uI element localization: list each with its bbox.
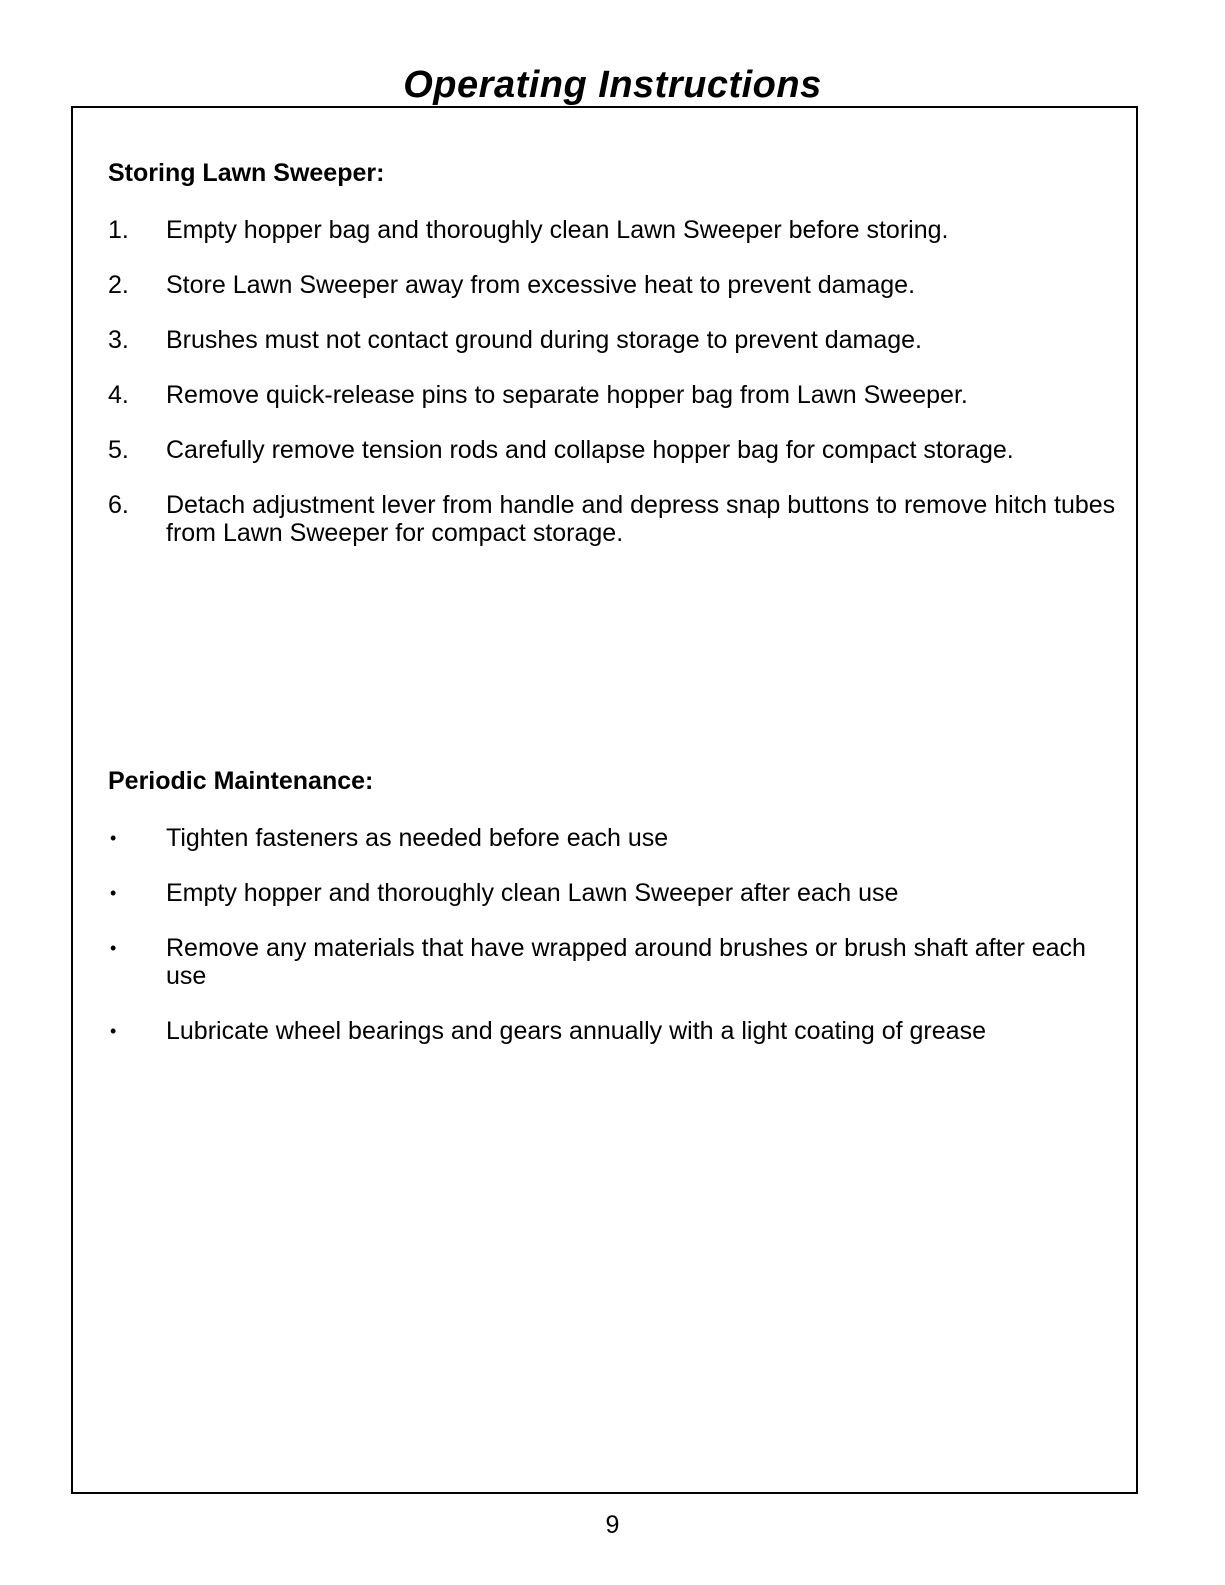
step-text: Remove quick-release pins to separate hopper bag from Lawn Sweeper. — [166, 381, 968, 409]
page-number: 9 — [605, 1511, 620, 1539]
step-text: Carefully remove tension rods and collapse hopper bag for compact storage. — [166, 436, 1014, 464]
step-number: 4. — [108, 381, 129, 409]
bullet-text: Remove any materials that have wrapped around brushes or brush shaft after each use — [166, 934, 1086, 990]
bullet-text: Lubricate wheel bearings and gears annually with a light coating of grease — [166, 1017, 986, 1045]
maintenance-list — [108, 824, 1118, 1045]
list-item — [108, 271, 1118, 299]
storing-heading: Storing Lawn Sweeper: — [108, 159, 385, 187]
bullet-text: Empty hopper and thoroughly clean Lawn Sweeper after each use — [166, 879, 899, 907]
step-text: Store Lawn Sweeper away from excessive heat to prevent damage. — [166, 271, 916, 299]
step-number: 6. — [108, 491, 129, 519]
step-text: Brushes must not contact ground during storage to prevent damage. — [166, 326, 923, 354]
step-number: 3. — [108, 326, 129, 354]
step-number: 2. — [108, 271, 129, 299]
list-item — [108, 381, 1118, 409]
list-item — [108, 934, 1118, 990]
bullet-icon: • — [110, 1021, 117, 1041]
list-item — [108, 216, 1118, 244]
page-title: Operating Instructions — [403, 64, 822, 106]
bullet-icon: • — [110, 938, 117, 958]
list-item — [108, 326, 1118, 354]
step-text: Detach adjustment lever from handle and depress snap buttons to remove hitch tubes from Lawn Sweeper for compact storage. — [166, 491, 1116, 547]
list-item — [108, 491, 1118, 547]
step-number: 1. — [108, 216, 129, 244]
bullet-icon: • — [110, 883, 117, 903]
list-item — [108, 879, 1118, 907]
step-number: 5. — [108, 436, 129, 464]
storing-steps-list — [108, 216, 1118, 547]
maintenance-heading: Periodic Maintenance: — [108, 767, 374, 795]
bullet-text: Tighten fasteners as needed before each use — [166, 824, 669, 852]
bullet-icon: • — [110, 828, 117, 848]
list-item — [108, 436, 1118, 464]
list-item — [108, 1017, 1118, 1045]
step-text: Empty hopper bag and thoroughly clean Lawn Sweeper before storing. — [166, 216, 949, 244]
list-item — [108, 824, 1118, 852]
